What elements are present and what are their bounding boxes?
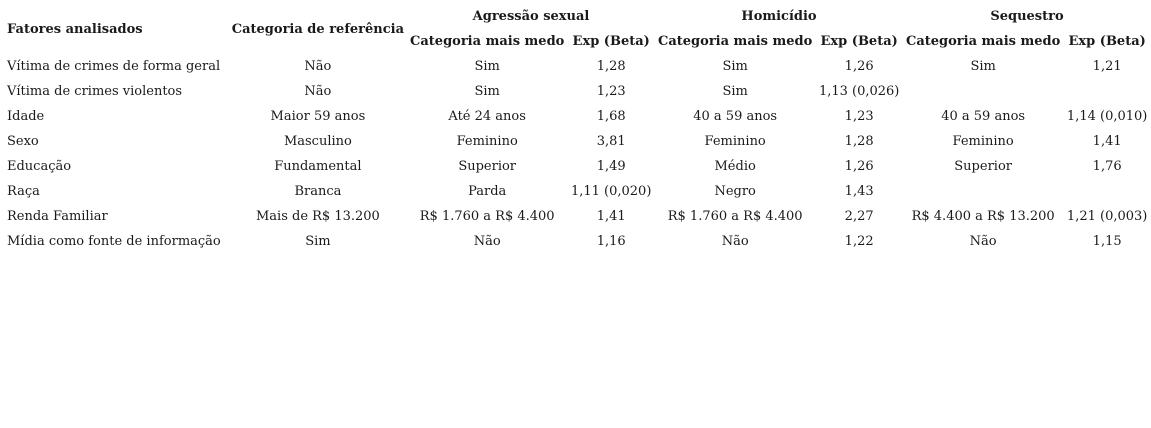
cell-categoria-referencia: Branca <box>294 184 342 199</box>
cell-sequestro-categoria: R$ 4.400 a R$ 13.200 <box>911 209 1055 224</box>
header-row-groups <box>4 4 1151 29</box>
cell-sequestro-categoria: Feminino <box>952 134 1014 149</box>
header-sub-categoria: Categoria mais medo <box>658 34 813 49</box>
cell-sequestro-exp: 1,76 <box>1092 159 1122 174</box>
cell-agressao-categoria: Feminino <box>456 134 518 149</box>
cell-sequestro-exp <box>1063 79 1151 104</box>
cell-fator: Educação <box>7 159 72 174</box>
cell-agressao-exp: 1,41 <box>596 209 626 224</box>
header-sub-exp: Exp (Beta) <box>1068 34 1146 49</box>
cell-agressao-exp: 1,23 <box>596 84 626 99</box>
cell-fator: Idade <box>7 109 45 124</box>
cell-fator: Mídia como fonte de informação <box>7 234 221 249</box>
header-group-agressao-sexual: Agressão sexual <box>472 9 590 24</box>
cell-agressao-exp: 1,49 <box>596 159 626 174</box>
cell-agressao-exp: 1,11 (0,020) <box>570 184 652 199</box>
cell-fator: Renda Familiar <box>7 209 108 224</box>
header-group-sequestro: Sequestro <box>990 9 1064 24</box>
cell-categoria-referencia: Sim <box>305 234 331 249</box>
cell-sequestro-exp: 1,21 (0,003) <box>1066 209 1148 224</box>
header-sub-exp: Exp (Beta) <box>820 34 898 49</box>
table-row <box>4 229 1151 254</box>
cell-homicidio-categoria: Feminino <box>704 134 766 149</box>
cell-sequestro-exp <box>1063 179 1151 204</box>
cell-fator: Vítima de crimes de forma geral <box>7 59 221 74</box>
cell-agressao-categoria: R$ 1.760 a R$ 4.400 <box>419 209 555 224</box>
header-sub-categoria: Categoria mais medo <box>410 34 565 49</box>
cell-agressao-exp: 1,68 <box>596 109 626 124</box>
cell-sequestro-categoria <box>903 179 1063 204</box>
cell-sequestro-categoria: Sim <box>970 59 996 74</box>
cell-agressao-categoria: Superior <box>458 159 517 174</box>
cell-fator: Vítima de crimes violentos <box>7 84 183 99</box>
cell-homicidio-exp: 1,28 <box>844 134 874 149</box>
table-row <box>4 204 1151 229</box>
cell-agressao-categoria: Sim <box>474 84 500 99</box>
cell-homicidio-exp: 1,23 <box>844 109 874 124</box>
cell-categoria-referencia: Mais de R$ 13.200 <box>255 209 380 224</box>
cell-homicidio-exp: 1,26 <box>844 59 874 74</box>
results-table <box>4 4 1151 254</box>
cell-homicidio-categoria: Negro <box>714 184 756 199</box>
cell-sequestro-categoria: Superior <box>954 159 1012 174</box>
cell-agressao-exp: 1,28 <box>596 59 626 74</box>
header-group-homicidio: Homicídio <box>741 9 817 24</box>
cell-homicidio-categoria: Sim <box>722 84 748 99</box>
table-row <box>4 179 1151 204</box>
table-row <box>4 129 1151 154</box>
cell-sequestro-exp: 1,21 <box>1092 59 1122 74</box>
cell-homicidio-exp: 1,13 (0,026) <box>818 84 900 99</box>
cell-homicidio-categoria: 40 a 59 anos <box>693 109 778 124</box>
cell-homicidio-exp: 2,27 <box>844 209 874 224</box>
cell-homicidio-exp: 1,22 <box>844 234 874 249</box>
cell-categoria-referencia: Masculino <box>283 134 352 149</box>
cell-sequestro-exp: 1,14 (0,010) <box>1066 109 1148 124</box>
table-body <box>4 54 1151 254</box>
cell-agressao-categoria: Não <box>473 234 501 249</box>
header-categoria-referencia: Categoria de referência <box>231 21 405 37</box>
cell-categoria-referencia: Não <box>304 59 332 74</box>
table-row <box>4 54 1151 79</box>
cell-sequestro-exp: 1,41 <box>1092 134 1122 149</box>
cell-homicidio-exp: 1,26 <box>844 159 874 174</box>
table-row <box>4 104 1151 129</box>
cell-sequestro-categoria <box>903 79 1063 104</box>
cell-categoria-referencia: Fundamental <box>274 159 362 174</box>
results-table-container <box>4 4 1151 254</box>
header-fatores: Fatores analisados <box>7 21 143 37</box>
cell-agressao-exp: 3,81 <box>596 134 626 149</box>
cell-agressao-exp: 1,16 <box>596 234 626 249</box>
cell-homicidio-categoria: Médio <box>714 159 756 174</box>
table-row <box>4 154 1151 179</box>
header-sub-exp: Exp (Beta) <box>572 34 650 49</box>
cell-sequestro-categoria: 40 a 59 anos <box>941 109 1026 124</box>
cell-homicidio-categoria: Não <box>721 234 749 249</box>
cell-categoria-referencia: Não <box>304 84 332 99</box>
cell-agressao-categoria: Sim <box>474 59 500 74</box>
cell-homicidio-categoria: Sim <box>722 59 748 74</box>
cell-homicidio-categoria: R$ 1.760 a R$ 4.400 <box>667 209 803 224</box>
header-sub-categoria: Categoria mais medo <box>906 34 1061 49</box>
cell-categoria-referencia: Maior 59 anos <box>270 109 366 124</box>
cell-fator: Raça <box>7 184 40 199</box>
cell-sequestro-exp: 1,15 <box>1092 234 1122 249</box>
cell-agressao-categoria: Até 24 anos <box>448 109 526 124</box>
cell-sequestro-categoria: Não <box>969 234 997 249</box>
cell-agressao-categoria: Parda <box>468 184 507 199</box>
cell-fator: Sexo <box>7 134 39 149</box>
table-row <box>4 79 1151 104</box>
cell-homicidio-exp: 1,43 <box>844 184 874 199</box>
